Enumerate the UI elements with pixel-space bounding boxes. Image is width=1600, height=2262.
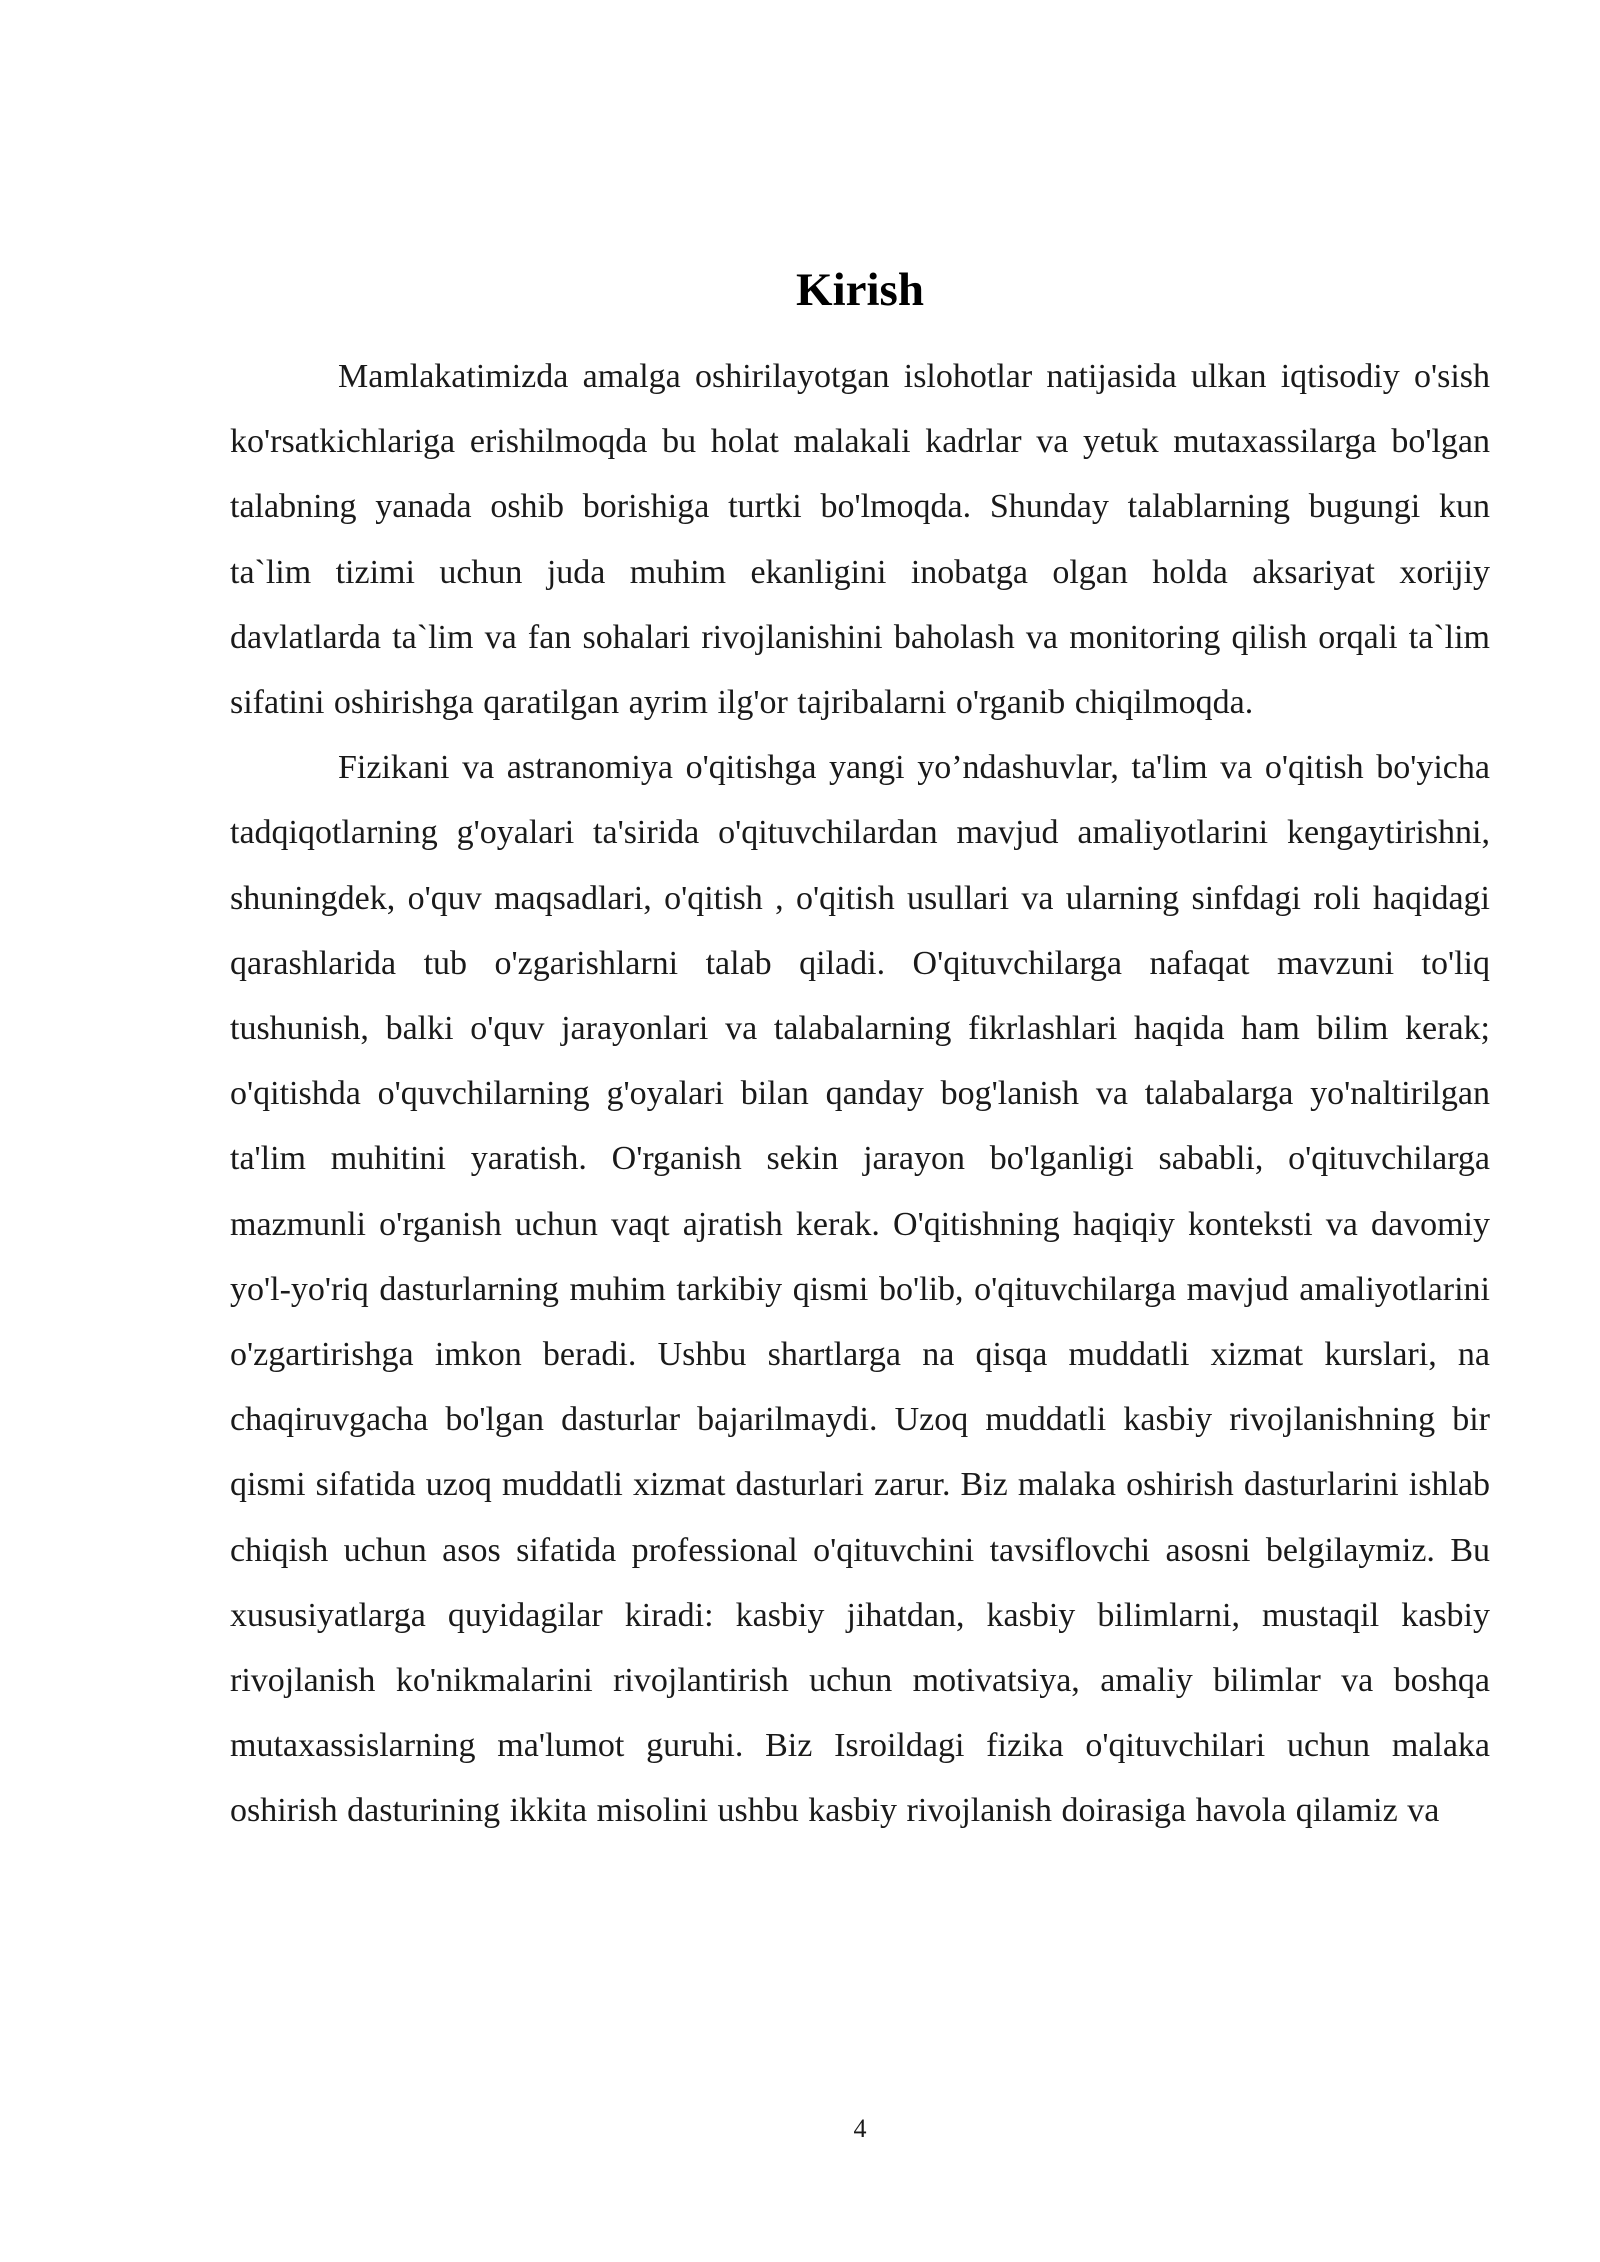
page-number: 4 [853, 2114, 867, 2143]
paragraph-2: Fizikani va astranomiya o'qitishga yangi yo’ndashuvlar, ta'lim va o'qitish bo'yicha tadqiqotlarning g'oyalari ta'sirida o'qituvchilardan mavjud amaliyotlarini kengaytirishni, shuningdek, o'quv maqsadlari, o'qitish , o'qitish usullari va ularning sinfdagi roli haqidagi qarashlarida tub o'zgarishlarni talab qiladi. O'qituvchilarga nafaqat mavzuni to'liq tushunish, balki o'quv jarayonlari va talabalarning fikrlashlari haqida ham bilim kerak; o'qitishda o'quvchilarning g'oyalari bilan qanday bog'lanish va talabalarga yo'naltirilgan ta'lim muhitini yaratish. O'rganish sekin jarayon bo'lganligi sababli, o'qituvchilarga mazmunli o'rganish uchun vaqt ajratish kerak. O'qitishning haqiqiy konteksti va davomiy yo'l-yo'riq dasturlarning muhim tarkibiy qismi bo'lib, o'qituvchilarga mavjud amaliyotlarini o'zgartirishga imkon beradi. Ushbu shartlarga na qisqa muddatli xizmat kurslari, na chaqiruvgacha bo'lgan dasturlar bajarilmaydi. Uzoq muddatli kasbiy rivojlanishning bir qismi sifatida uzoq muddatli xizmat dasturlari zarur. Biz malaka oshirish dasturlarini ishlab chiqish uchun asos sifatida professional o'qituvchini tavsiflovchi asosni belgilaymiz. Bu xususiyatlarga quyidagilar kiradi: kasbiy jihatdan, kasbiy bilimlarni, mustaqil kasbiy rivojlanish ko'nikmalarini rivojlantirish uchun motivatsiya, amaliy bilimlar va boshqa mutaxassislarning ma'lumot guruhi. Biz Isroildagi fizika o'qituvchilari uchun malaka oshirish dasturining ikkita misolini ushbu kasbiy rivojlanish doirasiga havola qilamiz va [230, 749, 1490, 1830]
section-heading: Kirish [796, 264, 924, 316]
paragraph-1: Mamlakatimizda amalga oshirilayotgan islohotlar natijasida ulkan iqtisodiy o'sish ko'rsatkichlariga erishilmoqda bu holat malakali kadrlar va yetuk mutaxassilarga bo'lgan talabning yanada oshib borishiga turtki bo'lmoqda. Shunday talablarning bugungi kun ta`lim tizimi uchun juda muhim ekanligini inobatga olgan holda aksariyat xorijiy davlatlarda ta`lim va fan sohalari rivojlanishini baholash va monitoring qilish orqali ta`lim sifatini oshirishga qaratilgan ayrim ilg'or tajribalarni o'rganib chiqilmoqda. [230, 358, 1490, 722]
body-text [230, 344, 1490, 1844]
